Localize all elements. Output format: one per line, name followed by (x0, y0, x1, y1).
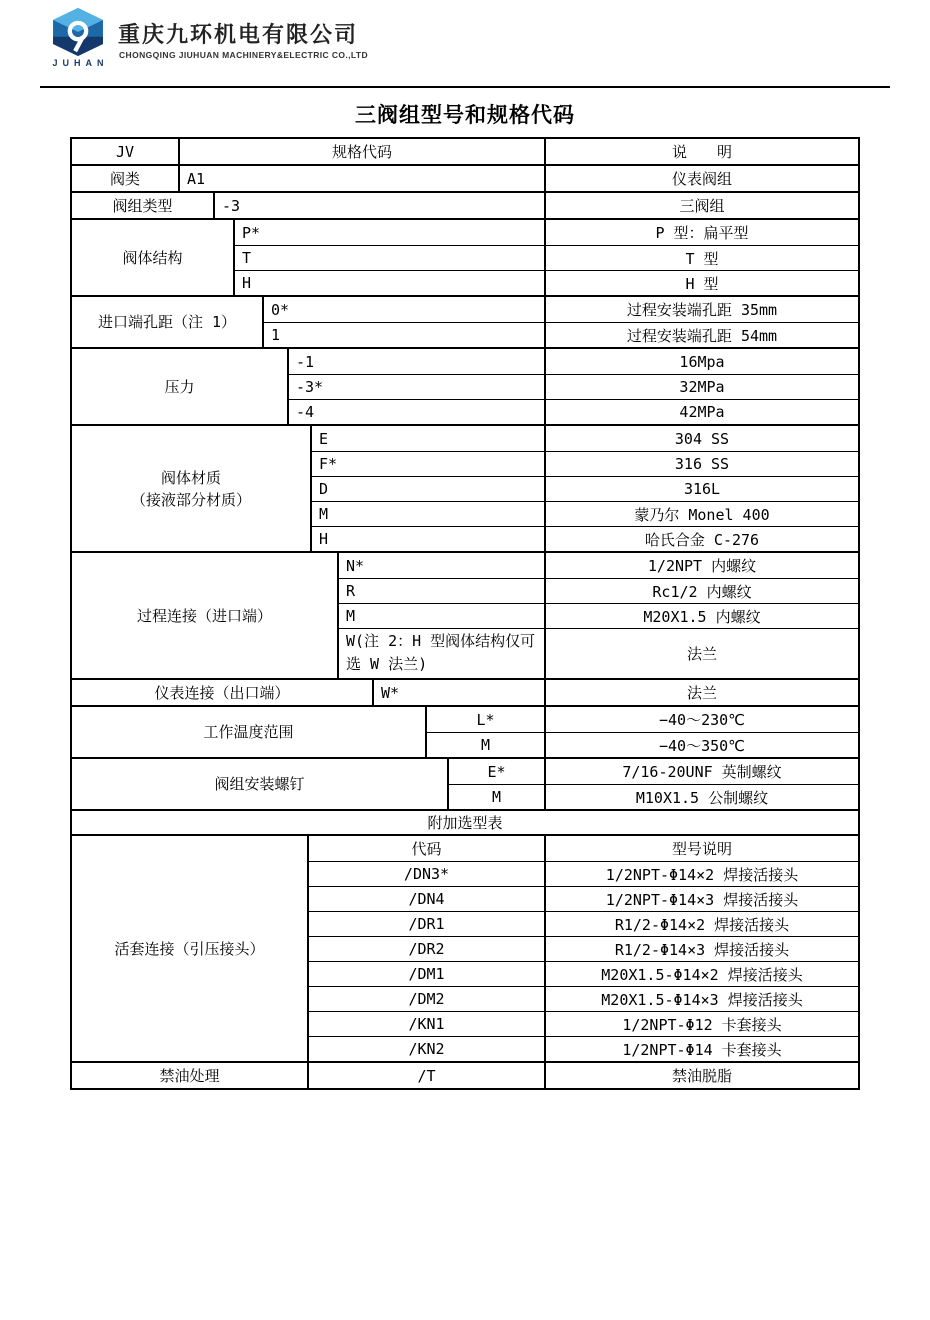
spec-table (70, 137, 860, 1090)
desc-cell: 316L (683, 480, 721, 498)
section-label-line1: 阀体材质 (160, 468, 221, 487)
code-cell: E* (449, 759, 546, 784)
section-label: 阀组类型 (72, 193, 215, 218)
table-row (309, 986, 858, 1011)
desc-cell: 42MPa (679, 403, 725, 421)
table-row (309, 911, 858, 936)
code-cell: D (312, 477, 546, 501)
code-cell: /DN3* (309, 862, 546, 886)
table-row (427, 732, 858, 757)
section-label: 进口端孔距（注 1） (72, 297, 264, 347)
table-row (235, 270, 858, 295)
code-cell: F* (312, 452, 546, 476)
code-cell: M (427, 733, 546, 757)
code-cell: /DN4 (309, 887, 546, 911)
desc-cell: 1/2NPT-Φ14 卡套接头 (622, 1040, 782, 1059)
page-title: 三阀组型号和规格代码 (355, 103, 575, 127)
code-cell: M (312, 502, 546, 526)
code-cell: H (312, 527, 546, 551)
desc-cell: −40～350℃ (658, 736, 746, 755)
section-pressure (72, 347, 858, 424)
table-row (180, 166, 858, 191)
table-row (374, 680, 858, 705)
desc-cell: M10X1.5 公制螺纹 (635, 788, 769, 807)
code-cell: -3 (215, 193, 546, 218)
section-label: 禁油处理 (72, 1063, 309, 1088)
desc-cell: 304 SS (674, 429, 730, 448)
desc-cell: 1/2NPT-Φ14×3 焊接活接头 (605, 890, 799, 909)
table-row (289, 374, 858, 399)
table-row (215, 193, 858, 218)
addon-code-header: 代码 (309, 836, 546, 861)
code-cell: M (339, 604, 546, 628)
section-label-line2: （接液部分材质） (130, 490, 251, 509)
table-row (309, 936, 858, 961)
code-cell: /DR2 (309, 937, 546, 961)
code-cell: W(注 2：H 型阀体结构仅可选 W 法兰) (339, 629, 546, 678)
code-cell: -4 (289, 400, 546, 424)
company-logo (46, 8, 110, 68)
table-row (289, 349, 858, 374)
code-cell: N* (339, 553, 546, 578)
desc-cell: 1/2NPT 内螺纹 (647, 557, 757, 575)
table-row (309, 861, 858, 886)
table-row (309, 886, 858, 911)
table-row (427, 707, 858, 732)
header-desc-col: 说 明 (671, 143, 732, 161)
section-label: 阀类 (72, 166, 180, 191)
code-cell: T (235, 246, 546, 270)
desc-cell: 过程安装端孔距 35mm (626, 301, 778, 319)
desc-cell: M20X1.5 内螺纹 (643, 607, 761, 626)
table-row (312, 526, 858, 551)
table-row (339, 628, 858, 678)
desc-cell: 法兰 (686, 645, 717, 663)
desc-cell: R1/2-Φ14×3 焊接活接头 (614, 940, 790, 959)
logo-hexagon-icon (50, 8, 106, 56)
table-row (339, 603, 858, 628)
table-row (312, 451, 858, 476)
desc-cell: 1/2NPT-Φ12 卡套接头 (622, 1015, 782, 1034)
section-label: 阀体结构 (72, 220, 235, 295)
desc-cell: 1/2NPT-Φ14×2 焊接活接头 (605, 865, 799, 884)
desc-cell: 法兰 (686, 684, 717, 702)
section-label: 过程连接（进口端） (72, 553, 339, 678)
code-cell: E (312, 426, 546, 451)
section-label: 压力 (72, 349, 289, 424)
table-row (289, 399, 858, 424)
table-row (312, 476, 858, 501)
code-cell: 0* (264, 297, 546, 322)
desc-cell: Rc1/2 内螺纹 (652, 582, 752, 601)
section-inlet-spacing (72, 295, 858, 347)
company-name-en: CHONGQING JIUHUAN MACHINERY&ELECTRIC CO.,LTD (119, 50, 368, 60)
desc-cell: R1/2-Φ14×2 焊接活接头 (614, 915, 790, 934)
section-label: 活套连接（引压接头） (72, 836, 309, 1061)
header-divider (40, 86, 890, 88)
code-cell: R (339, 579, 546, 603)
section-temperature-range (72, 705, 858, 757)
addon-desc-header: 型号说明 (671, 840, 732, 858)
addon-table-banner: 附加选型表 (72, 809, 858, 834)
code-cell: W* (374, 680, 546, 705)
desc-cell: M20X1.5-Φ14×3 焊接活接头 (601, 990, 803, 1009)
desc-cell: P 型：扁平型 (655, 224, 749, 242)
table-header-row (72, 139, 858, 164)
table-row (312, 501, 858, 526)
logo-wordmark: JUHAN (52, 58, 109, 68)
table-row (339, 553, 858, 578)
section-label: 仪表连接（出口端） (72, 680, 374, 705)
table-row (309, 961, 858, 986)
code-cell: P* (235, 220, 546, 245)
desc-cell: H 型 (685, 274, 719, 293)
header-model-prefix: JV (72, 139, 180, 164)
code-cell: -3* (289, 375, 546, 399)
section-manifold-type (72, 191, 858, 218)
desc-cell: T 型 (685, 249, 719, 268)
desc-cell: 32MPa (679, 378, 725, 396)
code-cell: L* (427, 707, 546, 732)
code-cell: H (235, 271, 546, 295)
desc-cell: 仪表阀组 (671, 170, 732, 188)
code-cell: /KN2 (309, 1037, 546, 1061)
table-row (309, 1036, 858, 1061)
company-name-cn: 重庆九环机电有限公司 (118, 23, 359, 48)
table-row (449, 759, 858, 784)
section-label (72, 426, 312, 551)
desc-cell: 316 SS (674, 455, 730, 473)
table-row (264, 322, 858, 347)
code-cell: /DM2 (309, 987, 546, 1011)
section-body-material (72, 424, 858, 551)
code-cell: /T (309, 1063, 546, 1088)
code-cell: /DR1 (309, 912, 546, 936)
desc-cell: M20X1.5-Φ14×2 焊接活接头 (601, 965, 803, 984)
table-row (264, 297, 858, 322)
section-instrument-connection (72, 678, 858, 705)
desc-cell: 16Mpa (679, 352, 725, 371)
desc-cell: 蒙乃尔 Monel 400 (634, 505, 770, 524)
table-row (235, 245, 858, 270)
desc-cell: 哈氏合金 C-276 (644, 530, 760, 549)
section-mounting-screw (72, 757, 858, 809)
table-row (235, 220, 858, 245)
section-label: 工作温度范围 (72, 707, 427, 757)
code-cell: 1 (264, 323, 546, 347)
code-cell: /KN1 (309, 1012, 546, 1036)
code-cell: M (449, 785, 546, 809)
header-spec-col: 规格代码 (180, 139, 546, 164)
section-process-connection (72, 551, 858, 678)
section-oil-free (72, 1061, 858, 1088)
section-union-connection (72, 834, 858, 1061)
table-row (449, 784, 858, 809)
desc-cell: −40～230℃ (658, 711, 746, 729)
addon-header-row (309, 836, 858, 861)
desc-cell: 过程安装端孔距 54mm (626, 326, 778, 345)
table-row (339, 578, 858, 603)
table-row (312, 426, 858, 451)
code-cell: A1 (180, 166, 546, 191)
code-cell: /DM1 (309, 962, 546, 986)
section-label: 阀组安装螺钉 (72, 759, 449, 809)
table-row (309, 1011, 858, 1036)
desc-cell: 7/16-20UNF 英制螺纹 (622, 763, 782, 781)
desc-cell: 三阀组 (679, 197, 725, 215)
table-row (309, 1063, 858, 1088)
desc-cell: 禁油脱脂 (671, 1067, 732, 1085)
code-cell: -1 (289, 349, 546, 374)
section-body-structure (72, 218, 858, 295)
section-valve-class (72, 164, 858, 191)
